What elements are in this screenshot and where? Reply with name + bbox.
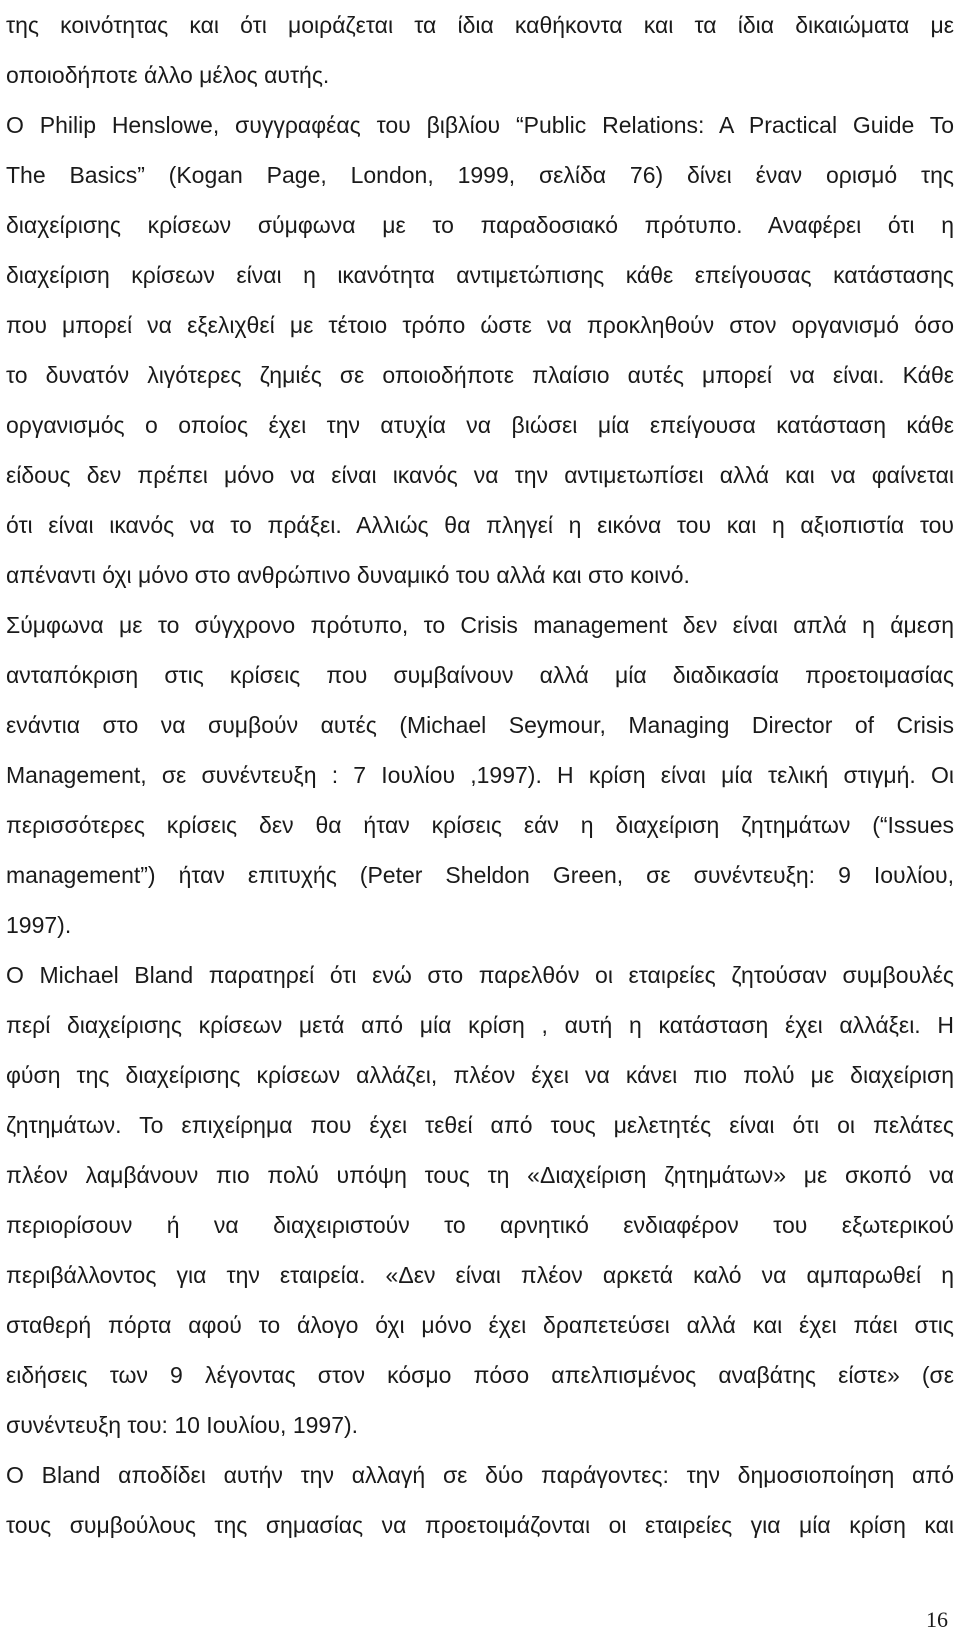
text-line: Ο Bland αποδίδει αυτήν την αλλαγή σε δύο παράγοντες: την δημοσιοποίηση από xyxy=(6,1462,954,1488)
text-line: Ο Philip Henslowe, συγγραφέας του βιβλίου “Public Relations: A Practical Guide To xyxy=(6,112,954,138)
text-line: περιβάλλοντος για την εταιρεία. «Δεν είναι πλέον αρκετά καλό να αμπαρωθεί η xyxy=(6,1262,954,1288)
text-line: Ο Michael Bland παρατηρεί ότι ενώ στο παρελθόν οι εταιρείες ζητούσαν συμβουλές xyxy=(6,962,954,988)
page-number: 16 xyxy=(926,1607,948,1632)
text-line: περιορίσουν ή να διαχειριστούν το αρνητικό ενδιαφέρον του εξωτερικού xyxy=(6,1212,954,1238)
text-line: πλέον λαμβάνουν πιο πολύ υπόψη τους τη «Διαχείριση ζητημάτων» με σκοπό να xyxy=(6,1162,954,1188)
text-line: ενάντια στο να συμβούν αυτές (Michael Seymour, Managing Director of Crisis xyxy=(6,712,954,738)
text-line: Σύμφωνα με το σύγχρονο πρότυπο, το Crisis management δεν είναι απλά η άμεση xyxy=(6,612,954,638)
text-line: management”) ήταν επιτυχής (Peter Sheldon Green, σε συνέντευξη: 9 Ιουλίου, xyxy=(6,862,954,888)
text-line: ανταπόκριση στις κρίσεις που συμβαίνουν αλλά μία διαδικασία προετοιμασίας xyxy=(6,662,954,688)
text-line: το δυνατόν λιγότερες ζημιές σε οποιοδήποτε πλαίσιο αυτές μπορεί να είναι. Κάθε xyxy=(6,362,954,388)
text-line: οργανισμός ο οποίος έχει την ατυχία να βιώσει μία επείγουσα κατάσταση κάθε xyxy=(6,412,954,438)
text-line: ζητημάτων. Το επιχείρημα που έχει τεθεί από τους μελετητές είναι ότι οι πελάτες xyxy=(6,1112,954,1138)
text-line: ειδήσεις των 9 λέγοντας στον κόσμο πόσο απελπισμένος αναβάτης είστε» (σε xyxy=(6,1362,954,1388)
text-line: The Basics” (Kogan Page, London, 1999, σελίδα 76) δίνει έναν ορισμό της xyxy=(6,162,954,188)
text-line: σταθερή πόρτα αφού το άλογο όχι μόνο έχει δραπετεύσει αλλά και έχει πάει στις xyxy=(6,1312,954,1338)
text-line: διαχείριση κρίσεων είναι η ικανότητα αντιμετώπισης κάθε επείγουσας κατάστασης xyxy=(6,262,954,288)
document-body xyxy=(6,0,954,1550)
text-line: ότι είναι ικανός να το πράξει. Αλλιώς θα πληγεί η εικόνα του και η αξιοπιστία του xyxy=(6,512,954,538)
text-line: Management, σε συνέντευξη : 7 Ιουλίου ,1997). Η κρίση είναι μία τελική στιγμή. Οι xyxy=(6,762,954,788)
text-line: είδους δεν πρέπει μόνο να είναι ικανός να την αντιμετωπίσει αλλά και να φαίνεται xyxy=(6,462,954,488)
text-line: τους συμβούλους της σημασίας να προετοιμάζονται οι εταιρείες για μία κρίση και xyxy=(6,1512,954,1538)
text-line: που μπορεί να εξελιχθεί με τέτοιο τρόπο ώστε να προκληθούν στον οργανισμό όσο xyxy=(6,312,954,338)
text-line: φύση της διαχείρισης κρίσεων αλλάζει, πλέον έχει να κάνει πιο πολύ με διαχείριση xyxy=(6,1062,954,1088)
text-line: διαχείρισης κρίσεων σύμφωνα με το παραδοσιακό πρότυπο. Αναφέρει ότι η xyxy=(6,212,954,238)
text-line: 1997). xyxy=(6,912,72,938)
text-line: συνέντευξη του: 10 Ιουλίου, 1997). xyxy=(6,1412,359,1438)
text-line: περί διαχείρισης κρίσεων μετά από μία κρίση , αυτή η κατάσταση έχει αλλάξει. Η xyxy=(6,1012,954,1038)
text-line: οποιοδήποτε άλλο μέλος αυτής. xyxy=(6,62,330,88)
text-line: περισσότερες κρίσεις δεν θα ήταν κρίσεις εάν η διαχείριση ζητημάτων (“Issues xyxy=(6,812,954,838)
text-line: της κοινότητας και ότι μοιράζεται τα ίδια καθήκοντα και τα ίδια δικαιώματα με xyxy=(6,12,954,38)
text-line: απέναντι όχι μόνο στο ανθρώπινο δυναμικό του αλλά και στο κοινό. xyxy=(6,562,690,588)
